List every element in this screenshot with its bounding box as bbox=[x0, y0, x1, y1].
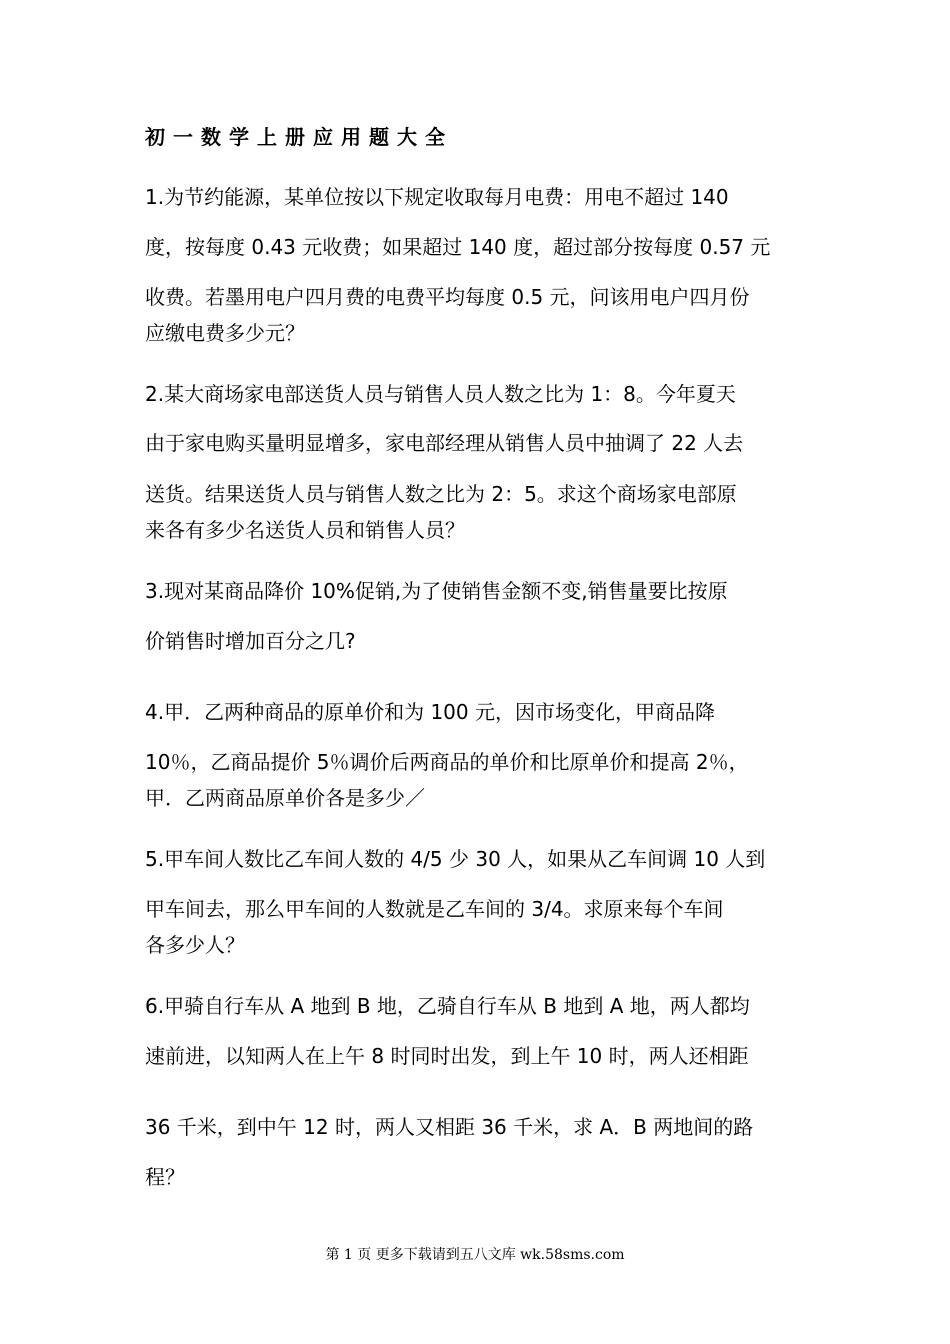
problem-2-line-1: 2.某大商场家电部送货人员与销售人员人数之比为 1：8。今年夏天 bbox=[145, 382, 736, 406]
problem-2-line-4: 来各有多少名送货人员和销售人员？ bbox=[145, 518, 465, 542]
problem-6-line-1: 6.甲骑自行车从 A 地到 B 地，乙骑自行车从 B 地到 A 地，两人都均 bbox=[145, 994, 750, 1018]
problem-6-line-2: 速前进，以知两人在上午 8 时同时出发，到上午 10 时，两人还相距 bbox=[145, 1044, 749, 1068]
problem-4-line-2: 10％，乙商品提价 5％调价后两商品的单价和比原单价和提高 2％， bbox=[145, 750, 749, 774]
problem-5-line-3: 各多少人？ bbox=[145, 933, 245, 957]
problem-6-line-3: 36 千米，到中午 12 时，两人又相距 36 千米，求 A．B 两地间的路 bbox=[145, 1115, 754, 1139]
problem-5-line-2: 甲车间去，那么甲车间的人数就是乙车间的 3/4。求原来每个车间 bbox=[145, 897, 724, 921]
problem-4-line-1: 4.甲．乙两种商品的原单价和为 100 元，因市场变化，甲商品降 bbox=[145, 700, 715, 724]
problem-5-line-1: 5.甲车间人数比乙车间人数的 4/5 少 30 人，如果从乙车间调 10 人到 bbox=[145, 847, 766, 871]
problem-2-line-3: 送货。结果送货人员与销售人数之比为 2：5。求这个商场家电部原 bbox=[145, 482, 737, 506]
problem-6-line-4: 程？ bbox=[145, 1165, 185, 1189]
problem-1-line-3: 收费。若墨用电户四月费的电费平均每度 0.5 元，问该用电户四月份 bbox=[145, 285, 750, 309]
problem-1-line-1: 1.为节约能源，某单位按以下规定收取每月电费：用电不超过 140 bbox=[145, 185, 729, 209]
document-title: 初一数学上册应用题大全 bbox=[145, 125, 453, 149]
problem-2-line-2: 由于家电购买量明显增多，家电部经理从销售人员中抽调了 22 人去 bbox=[145, 431, 744, 455]
problem-3-line-2: 价销售时增加百分之几? bbox=[145, 629, 356, 653]
problem-4-line-3: 甲．乙两商品原单价各是多少／ bbox=[145, 786, 425, 810]
problem-3-line-1: 3.现对某商品降价 10%促销,为了使销售金额不变,销售量要比按原 bbox=[145, 579, 728, 603]
page-footer: 第 1 页 更多下载请到五八文库 wk.58sms.com bbox=[325, 1247, 625, 1263]
problem-1-line-4: 应缴电费多少元？ bbox=[145, 321, 305, 345]
problem-1-line-2: 度，按每度 0.43 元收费；如果超过 140 度，超过部分按每度 0.57 元 bbox=[145, 235, 771, 259]
